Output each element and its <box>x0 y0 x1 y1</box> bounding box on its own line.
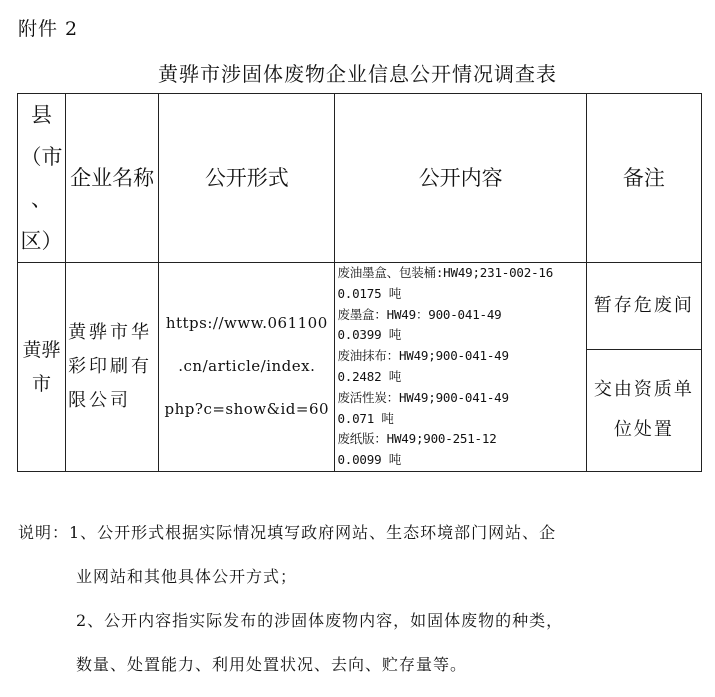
table-row <box>18 263 702 350</box>
cell-county <box>18 263 66 472</box>
county-line: 市 <box>32 372 52 395</box>
content-line: 废纸版：HW49;900-251-12 <box>337 431 497 447</box>
note-line: 交由资质单 <box>593 379 694 401</box>
attachment-label: 附件 2 <box>18 18 79 40</box>
county-line: 黄骅 <box>22 338 61 361</box>
form-line: .cn/article/index. <box>178 357 316 376</box>
header-note: 备注 <box>586 94 701 263</box>
content-line: 0.0399 吨 <box>337 327 402 343</box>
note-text: 数量、处置能力、利用处置状况、去向、贮存量等。 <box>76 655 468 674</box>
page-title: 黄骅市涉固体废物企业信息公开情况调查表 <box>158 62 557 86</box>
note-text: 业网站和其他具体公开方式； <box>76 567 298 586</box>
form-line: php?c=show&id=60 <box>164 400 330 419</box>
content-line: 废活性炭：HW49;900-041-49 <box>337 389 509 405</box>
info-table <box>17 93 702 472</box>
header-form: 公开形式 <box>159 94 335 263</box>
note-line: 位处置 <box>613 419 674 441</box>
header-row <box>18 94 702 263</box>
company-line: 限公司 <box>68 389 132 411</box>
content-line: 废油墨盒、包装桶:HW49;231-002-16 <box>337 265 554 280</box>
header-content: 公开内容 <box>335 94 586 263</box>
cell-note-storage: 暂存危废间 <box>586 263 701 350</box>
content-line: 0.0099 吨 <box>337 452 402 468</box>
cell-note-disposal <box>586 350 701 472</box>
header-county-line: 县 <box>31 103 53 127</box>
content-line: 0.071 吨 <box>337 410 394 426</box>
header-county-line: （市 <box>20 145 63 169</box>
cell-company <box>66 263 159 472</box>
note-text: 说明：1、公开形式根据实际情况填写政府网站、生态环境部门网站、企 <box>18 523 557 542</box>
cell-content <box>335 263 586 472</box>
content-line: 0.2482 吨 <box>337 368 402 384</box>
company-line: 彩印刷有 <box>68 355 153 377</box>
content-line: 废油抹布：HW49;900-041-49 <box>337 348 509 364</box>
company-line: 黄骅市华 <box>68 321 153 343</box>
header-county-line: 、区） <box>20 187 63 253</box>
form-line: https://www.061100 <box>165 314 328 333</box>
header-company: 企业名称 <box>66 94 159 263</box>
cell-form <box>159 263 335 472</box>
content-line: 废墨盒：HW49：900-041-49 <box>337 306 502 322</box>
content-line: 0.0175 吨 <box>337 285 402 301</box>
header-county <box>18 94 66 263</box>
note-text: 2、公开内容指实际发布的涉固体废物内容，如固体废物的种类， <box>76 611 564 630</box>
